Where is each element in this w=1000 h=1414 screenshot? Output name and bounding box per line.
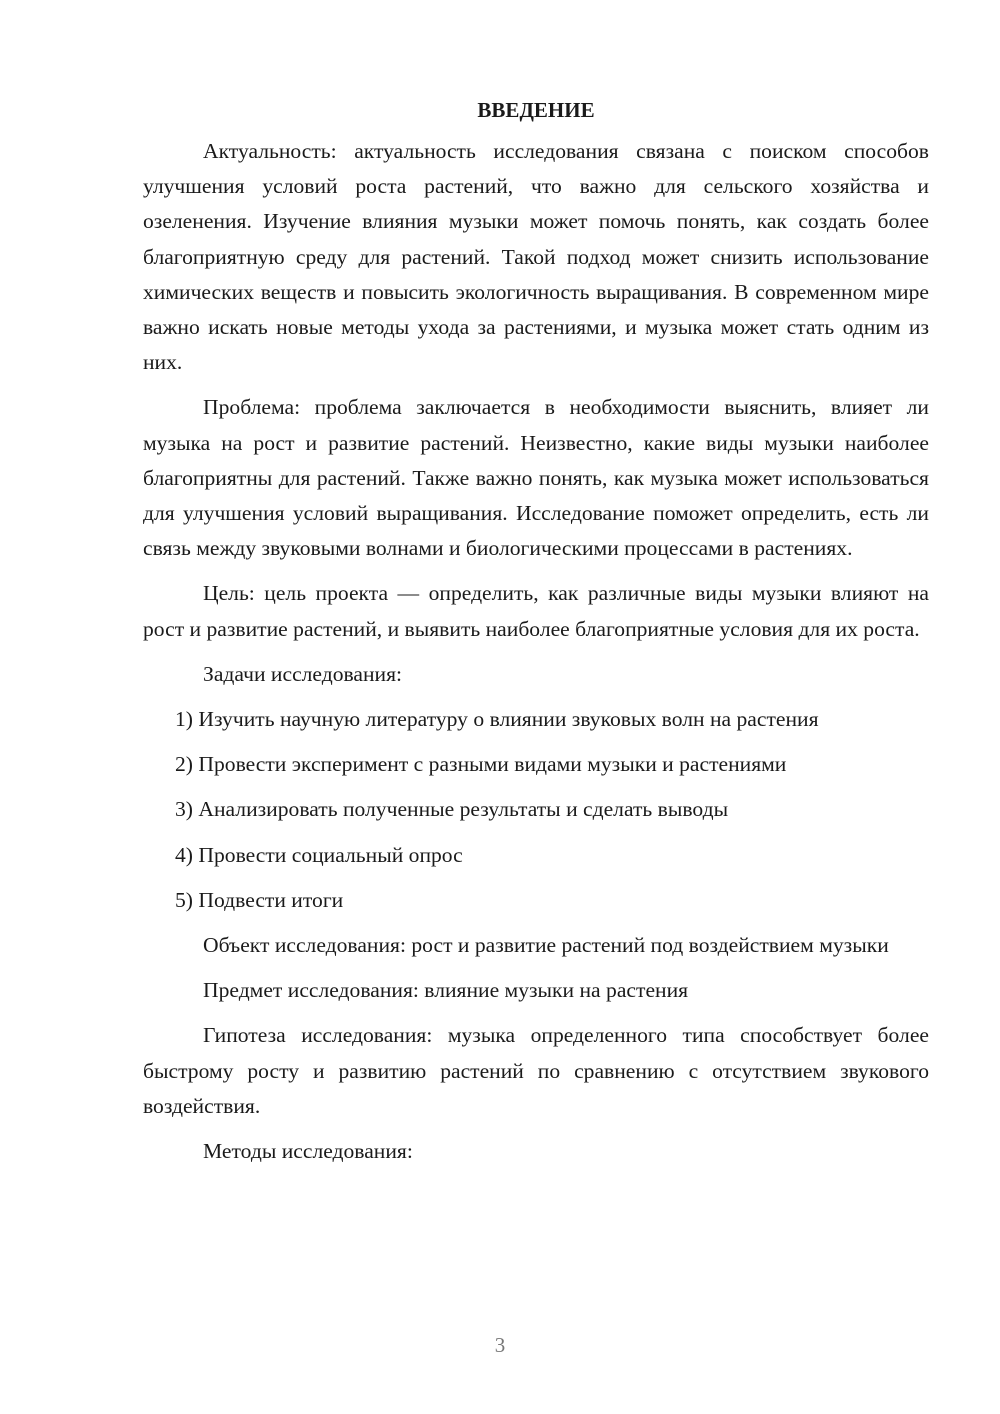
list-item: 3) Анализировать полученные результаты и сделать выводы xyxy=(175,797,729,822)
paragraph-problem: Проблема: проблема заключается в необходимости выяснить, влияет ли музыка на рост и развитие растений. Неизвестно, какие виды музыки наиболее благоприятны для растений. Также важно понять, как музыка может использоваться для улучшения условий выращивания. Исследование поможет определить, есть ли связь между звуковыми волнами и биологическими процессами в растениях. xyxy=(143,395,929,561)
paragraph-hypothesis: Гипотеза исследования: музыка определенного типа способствует более быстрому росту и развитию растений по сравнению с отсутствием звукового воздействия. xyxy=(143,1023,929,1118)
tasks-heading: Задачи исследования: xyxy=(203,661,403,686)
list-item: 1) Изучить научную литературу о влиянии звуковых волн на растения xyxy=(175,707,819,732)
section-title: ВВЕДЕНИЕ xyxy=(477,98,595,122)
paragraph-object: Объект исследования: рост и развитие растений под воздействием музыки xyxy=(203,933,889,958)
paragraph-relevance: Актуальность: актуальность исследования связана с поиском способов улучшения условий роста растений, что важно для сельского хозяйства и озеленения. Изучение влияния музыки может помочь понять, как создать более благоприятную среду для растений. Такой подход может снизить использование химических веществ и повысить экологичность выращивания. В современном мире важно искать новые методы ухода за растениями, и музыка может стать одним из них. xyxy=(143,139,929,375)
list-item: 2) Провести эксперимент с разными видами музыки и растениями xyxy=(175,752,787,777)
list-item: 5) Подвести итоги xyxy=(175,887,344,912)
list-item: 4) Провести социальный опрос xyxy=(175,842,463,867)
page-number: 3 xyxy=(494,1333,506,1357)
page-content xyxy=(143,94,929,1179)
tasks-list xyxy=(143,702,929,918)
paragraph-subject: Предмет исследования: влияние музыки на растения xyxy=(203,978,689,1003)
methods-heading: Методы исследования: xyxy=(203,1139,413,1164)
paragraph-goal: Цель: цель проекта — определить, как различные виды музыки влияют на рост и развитие растений, и выявить наиболее благоприятные условия для их роста. xyxy=(143,581,929,641)
